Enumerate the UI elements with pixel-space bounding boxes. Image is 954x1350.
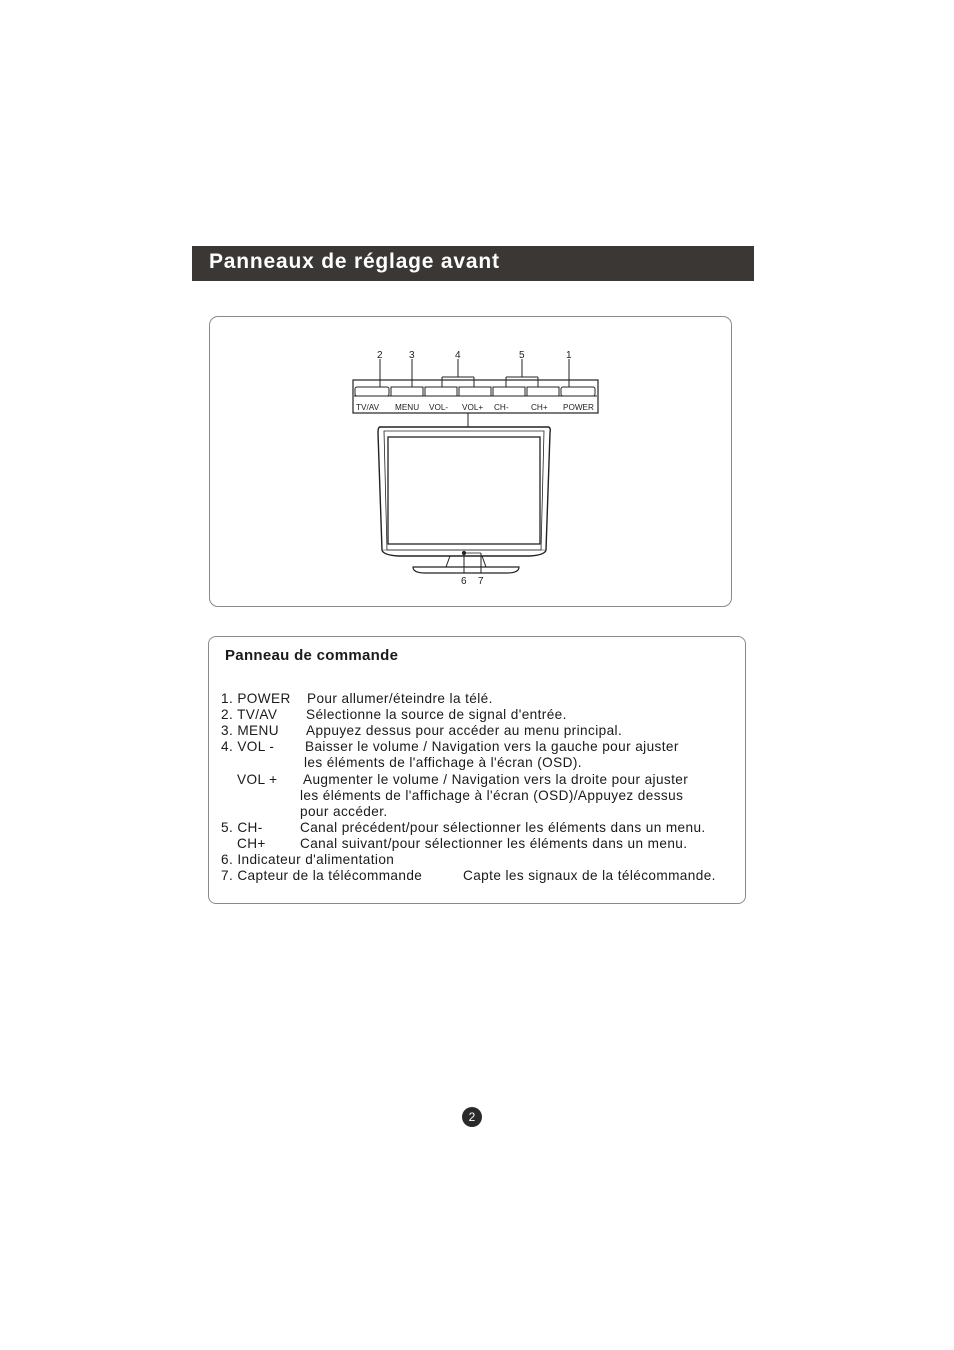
item-voldown-desc: Baisser le volume / Navigation vers la gauche pour ajuster	[305, 739, 679, 754]
item-volup-key: VOL +	[237, 772, 278, 787]
item-tvav-key: 2. TV/AV	[221, 707, 278, 722]
menu-key	[391, 387, 423, 396]
page-title: Panneaux de réglage avant	[209, 250, 500, 273]
item-sensor-key: 7. Capteur de la télécommande	[221, 868, 423, 883]
tv-screen	[388, 437, 540, 544]
label-vol-up: VOL+	[462, 403, 484, 412]
item-voldown-key: 4. VOL -	[221, 739, 275, 754]
item-indicator: 6. Indicateur d'alimentation	[221, 852, 395, 867]
item-chup-desc: Canal suivant/pour sélectionner les éléments dans un menu.	[300, 836, 688, 851]
callout-5: 5	[519, 350, 525, 361]
callout-1: 1	[566, 350, 572, 361]
label-menu: MENU	[395, 403, 420, 412]
power-indicator	[462, 551, 465, 554]
item-chdown-key: 5. CH-	[221, 820, 263, 835]
callout-6: 6	[461, 576, 467, 587]
power-key	[561, 387, 595, 396]
label-vol-down: VOL-	[429, 403, 449, 412]
item-menu-key: 3. MENU	[221, 723, 279, 738]
control-panel-box	[208, 636, 746, 904]
item-voldown-desc-cont: les éléments de l'affichage à l'écran (OSD).	[304, 755, 582, 770]
item-volup-desc-cont2: pour accéder.	[300, 804, 388, 819]
panel-title: Panneau de commande	[225, 647, 399, 664]
page-number: 2	[462, 1107, 482, 1127]
item-menu-desc: Appuyez dessus pour accéder au menu principal.	[306, 723, 623, 738]
tv-diagram-frame	[209, 316, 732, 607]
callout-4: 4	[455, 350, 461, 361]
callout-3: 3	[409, 350, 415, 361]
label-tvav: TV/AV	[356, 403, 380, 412]
item-power-desc: Pour allumer/éteindre la télé.	[307, 691, 493, 706]
callout-7: 7	[478, 576, 484, 587]
label-ch-up: CH+	[531, 403, 548, 412]
tv-bezel	[378, 427, 550, 556]
item-power-key: 1. POWER	[221, 691, 291, 706]
section-header	[192, 246, 754, 281]
callout-2: 2	[377, 350, 383, 361]
vol-up-key	[459, 387, 491, 396]
label-ch-down: CH-	[494, 403, 509, 412]
tv-front-diagram	[210, 317, 733, 608]
item-sensor-desc: Capte les signaux de la télécommande.	[463, 868, 716, 883]
ch-down-key	[493, 387, 525, 396]
item-tvav-desc: Sélectionne la source de signal d'entrée.	[306, 707, 567, 722]
item-volup-desc: Augmenter le volume / Navigation vers la droite pour ajuster	[303, 772, 689, 787]
item-volup-desc-cont: les éléments de l'affichage à l'écran (OSD)/Appuyez dessus	[300, 788, 684, 803]
item-chdown-desc: Canal précédent/pour sélectionner les éléments dans un menu.	[300, 820, 706, 835]
item-chup-key: CH+	[237, 836, 266, 851]
ch-up-key	[527, 387, 559, 396]
tv-stand	[413, 567, 519, 573]
vol-down-key	[425, 387, 457, 396]
tvav-key	[355, 387, 389, 396]
label-power: POWER	[563, 403, 594, 412]
